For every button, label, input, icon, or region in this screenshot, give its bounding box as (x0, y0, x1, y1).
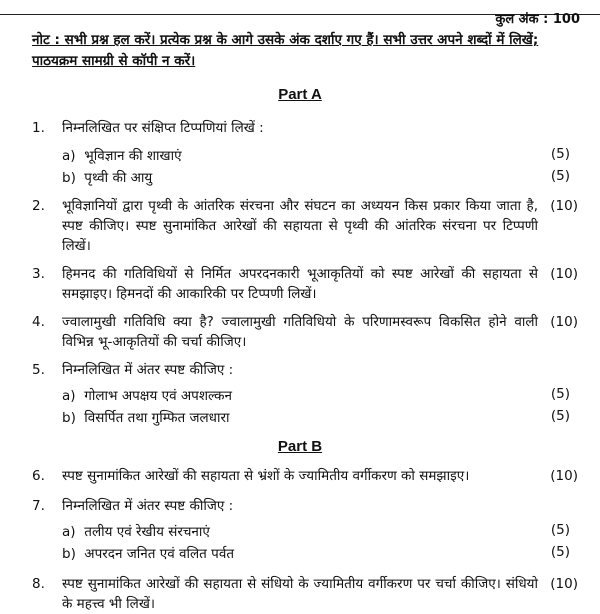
question-7a-marks: (5) (550, 522, 570, 538)
question-text: हिमनद की गतिविधियों से निर्मित अपरदनकारी भूआकृतियों को स्पष्ट आरेखों की सहायता से समझाइए। हिमनदों की आकारिकी पर टिप्पणी लिखें। (62, 266, 538, 302)
question-number: 8. (32, 576, 45, 592)
instructions-note: नोट : सभी प्रश्न हल करें। प्रत्येक प्रश्न के आगे उसके अंक दर्शाए गए हैं। सभी उत्तर अपने शब्दों में लिखें; पाठयक्रम सामग्री से कॉपी न करें। (32, 32, 539, 69)
sub-text: पृथ्वी की आयु (84, 170, 153, 186)
question-number: 5. (32, 362, 45, 378)
sub-label: a) (62, 388, 76, 404)
question-marks: (10) (550, 198, 578, 214)
question-number: 6. (32, 468, 45, 484)
sub-label: a) (62, 524, 76, 540)
sub-text: गोलाभ अपक्षय एवं अपशल्कन (84, 388, 232, 404)
question-5a-marks: (5) (550, 386, 570, 402)
question-1b-marks: (5) (550, 168, 570, 184)
question-text: ज्वालामुखी गतिविधि क्या है? ज्वालामुखी गतिविधियो के परिणामस्वरूप विकसित होने वाली विभिन्न भू-आकृतियों की चर्चा कीजिए। (62, 314, 538, 350)
part-b-title: Part B (277, 438, 323, 455)
question-number: 7. (32, 498, 45, 514)
total-marks: कुल अंक : 100 (495, 12, 580, 27)
question-1b (62, 168, 152, 186)
question-text: स्पष्ट सुनामांकित आरेखों की सहायता से संधियो के ज्यामितीय वर्गीकरण पर चर्चा कीजिए। संधियो के महत्त्व भी लिखें। (62, 576, 538, 612)
sub-text: विसर्पित तथा गुम्फित जलधारा (84, 410, 230, 426)
sub-label: b) (62, 546, 76, 562)
sub-label: a) (62, 148, 76, 164)
question-5b (62, 408, 229, 426)
question-text: निम्नलिखित पर संक्षिप्त टिप्पणियां लिखें : (62, 120, 264, 136)
question-text: निम्नलिखित में अंतर स्पष्ट कीजिए : (62, 498, 234, 514)
question-marks: (10) (550, 468, 578, 484)
question-text: स्पष्ट सुनामांकित आरेखों की सहायता से भ्रंशों के ज्यामितीय वर्गीकरण को समझाइए। (62, 468, 470, 484)
sub-text: भूविज्ञान की शाखाएं (84, 148, 182, 164)
sub-label: b) (62, 170, 76, 186)
question-marks: (10) (550, 314, 578, 330)
sub-text: अपरदन जनित एवं वलित पर्वत (84, 546, 235, 562)
question-text: निम्नलिखित में अंतर स्पष्ट कीजिए : (62, 362, 234, 378)
question-1a-marks: (5) (550, 146, 570, 162)
question-number: 3. (32, 266, 45, 282)
sub-text: तलीय एवं रेखीय संरचनाएं (84, 524, 210, 540)
question-5b-marks: (5) (550, 408, 570, 424)
question-text: भूविज्ञानियों द्वारा पृथ्वी के आंतरिक संरचना और संघटन का अध्ययन किस प्रकार किया जाता है, स्पष्ट कीजिए। स्पष्ट सुनामांकित आरेखों की सहायता से पृथ्वी की आंतरिक संरचना पर टिप्पणी लिखें। (62, 198, 538, 254)
question-number: 2. (32, 198, 45, 214)
question-5a (62, 386, 232, 404)
question-1a (62, 146, 182, 164)
question-marks: (10) (550, 576, 578, 592)
sub-label: b) (62, 410, 76, 426)
question-7b-marks: (5) (550, 544, 570, 560)
part-a-title: Part A (278, 86, 322, 103)
question-7a (62, 522, 210, 540)
question-number: 4. (32, 314, 45, 330)
question-marks: (10) (550, 266, 578, 282)
question-number: 1. (32, 120, 45, 136)
header-rule (0, 12, 600, 27)
question-7b (62, 544, 234, 562)
